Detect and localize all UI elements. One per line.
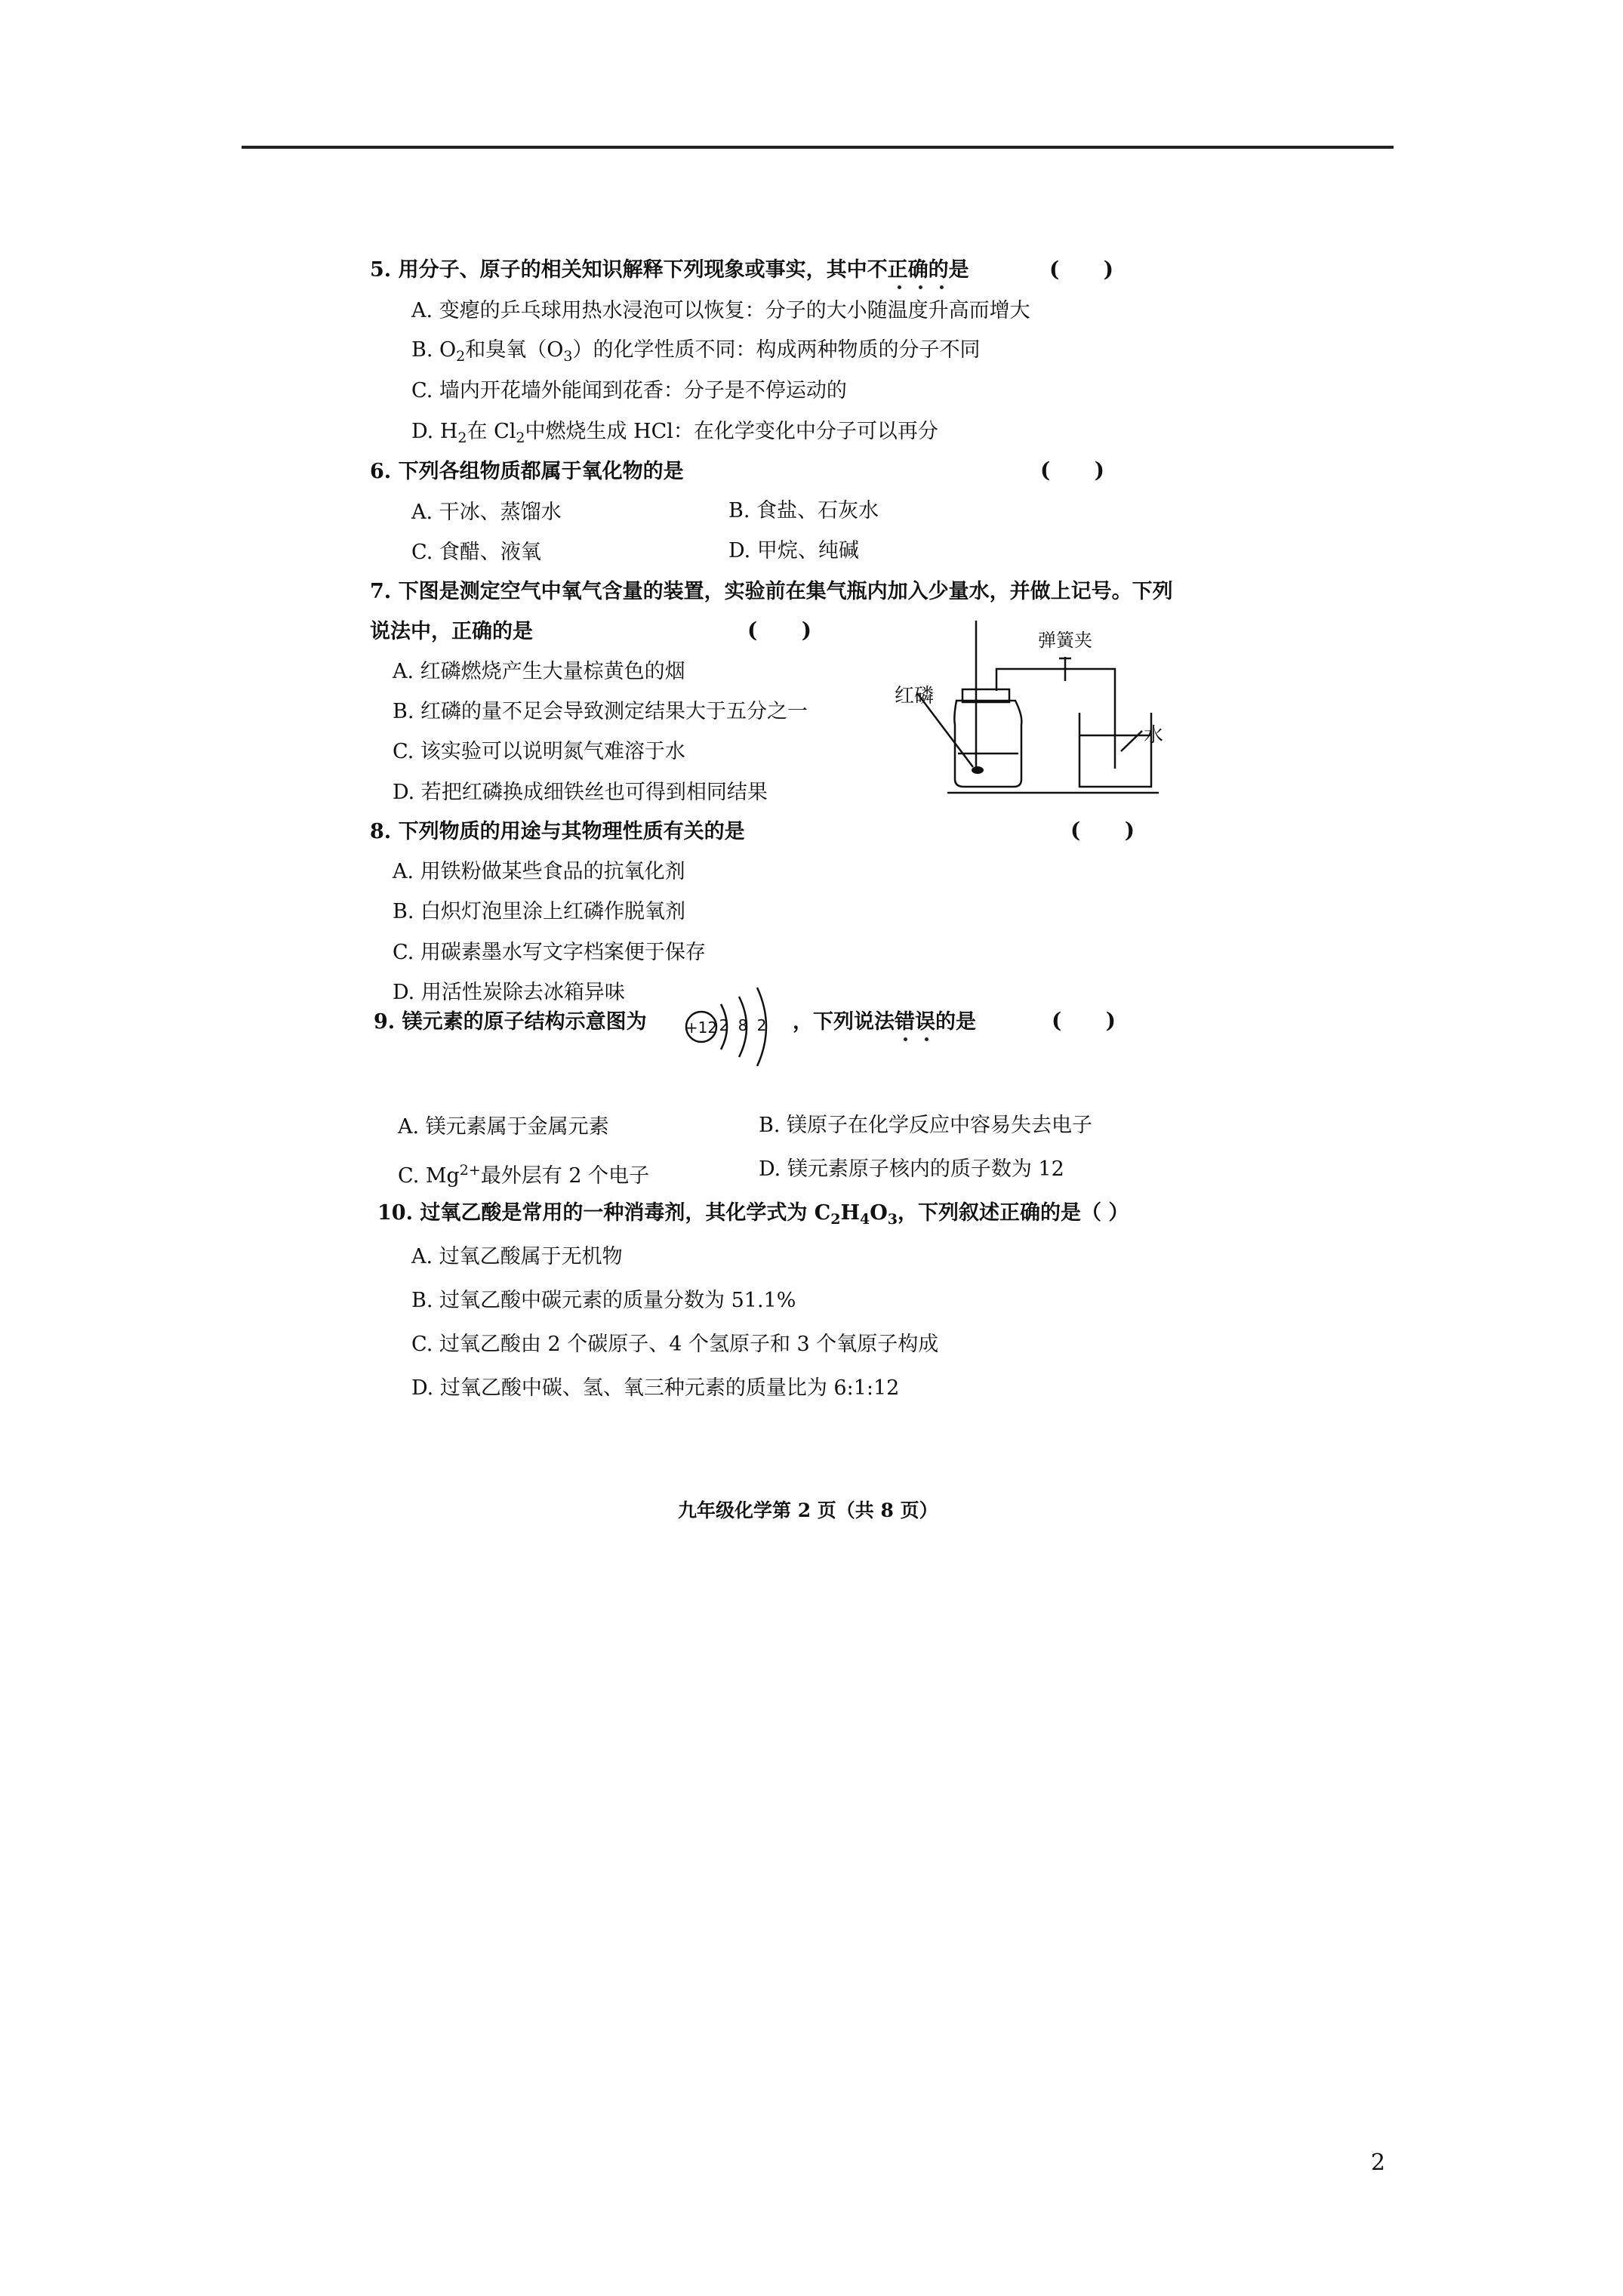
q9-stem-a: 9. 镁元素的原子结构示意图为 [374, 1010, 647, 1034]
red-phosphorus-label: 红磷 [895, 685, 935, 707]
emphasis-dot [919, 285, 922, 289]
q6-option-b: B. 食盐、石灰水 [728, 499, 879, 522]
page-number: 2 [1371, 2150, 1386, 2176]
clip-label: 弹簧夹 [1038, 630, 1092, 651]
q9-option-d: D. 镁元素原子核内的质子数为 12 [759, 1157, 1064, 1181]
emphasis-dot [898, 285, 901, 289]
shell-2-electrons: 8 [738, 1016, 748, 1034]
q9-option-a: A. 镁元素属于金属元素 [398, 1115, 609, 1139]
emphasis-dot [940, 285, 944, 289]
combustion-spoon [972, 766, 984, 774]
shell-3-electrons: 2 [756, 1016, 767, 1034]
water-pointer [1121, 731, 1142, 751]
q5-stem: 5. 用分子、原子的相关知识解释下列现象或事实，其中不正确的是 [370, 258, 969, 282]
q6-option-d: D. 甲烷、纯碱 [728, 539, 859, 562]
gas-bottle [954, 701, 1021, 787]
q7-option-b: B. 红磷的量不足会导致测定结果大于五分之一 [393, 700, 808, 723]
nucleus-charge: +12 [685, 1019, 718, 1037]
oxygen-measurement-apparatus [895, 619, 1174, 800]
q10-option-d: D. 过氧乙酸中碳、氢、氧三种元素的质量比为 6:1:12 [411, 1376, 900, 1400]
q8-option-d: D. 用活性炭除去冰箱异味 [393, 981, 625, 1004]
q8-answer-bracket: ( ) [1070, 818, 1135, 843]
water-label: 水 [1144, 724, 1164, 747]
q8-option-c: C. 用碳素墨水写文字档案便于保存 [393, 941, 706, 964]
q6-answer-bracket: ( ) [1040, 458, 1104, 482]
q8-option-b: B. 白炽灯泡里涂上红磷作脱氧剂 [393, 900, 686, 923]
q10-option-c: C. 过氧乙酸由 2 个碳原子、4 个氢原子和 3 个氧原子构成 [411, 1333, 939, 1356]
page-footer: 九年级化学第 2 页（共 8 页） [678, 1499, 938, 1521]
q8-stem: 8. 下列物质的用途与其物理性质有关的是 [370, 820, 745, 843]
q7-stem-line2: 说法中，正确的是 [370, 620, 533, 643]
q5-option-c: C. 墙内开花墙外能闻到花香：分子是不停运动的 [411, 379, 847, 402]
q8-option-a: A. 用铁粉做某些食品的抗氧化剂 [393, 860, 685, 883]
q10-option-a: A. 过氧乙酸属于无机物 [411, 1245, 623, 1268]
shell-1-electrons: 2 [719, 1016, 729, 1034]
q7-option-c: C. 该实验可以说明氮气难溶于水 [393, 740, 685, 763]
header-rule [242, 146, 1394, 149]
q9-option-b: B. 镁原子在化学反应中容易失去电子 [759, 1114, 1093, 1137]
q9-stem-b: ，下列说法错误的是 [793, 1010, 976, 1034]
q6-stem: 6. 下列各组物质都属于氧化物的是 [370, 460, 684, 483]
q10-stem: 10. 过氧乙酸是常用的一种消毒剂，其化学式为 $C_2H_4O_3$，下列叙述正确的是（ ） [377, 1201, 1129, 1228]
q5-answer-bracket: ( ) [1049, 257, 1113, 282]
emphasis-dot [904, 1037, 907, 1041]
phosphorus-pointer [917, 693, 973, 767]
q5-option-b: B. $O_2$和臭氧$(O_3)$的化学性质不同：构成两种物质的分子不同 [411, 338, 981, 365]
emphasis-dot [925, 1037, 929, 1041]
q10-option-b: B. 过氧乙酸中碳元素的质量分数为 51.1% [411, 1289, 796, 1312]
q7-option-a: A. 红磷燃烧产生大量棕黄色的烟 [393, 660, 685, 683]
q7-answer-bracket: ( ) [747, 618, 812, 643]
magnesium-atom-diagram [682, 982, 787, 1072]
q7-option-d: D. 若把红磷换成细铁丝也可得到相同结果 [393, 781, 768, 804]
q5-option-a: A. 变瘪的乒乓球用热水浸泡可以恢复：分子的大小随温度升高而增大 [411, 299, 1030, 322]
q9-option-c: C. $Mg^{2+}$最外层有 2 个电子 [398, 1162, 650, 1188]
q5-option-d: D. $H_2$在 $Cl_2$中燃烧生成 HCl：在化学变化中分子可以再分 [411, 420, 938, 446]
q7-stem-line1: 7. 下图是测定空气中氧气含量的装置，实验前在集气瓶内加入少量水，并做上记号。下列 [370, 580, 1173, 603]
q6-option-a: A. 干冰、蒸馏水 [411, 501, 562, 524]
q9-answer-bracket: ( ) [1052, 1008, 1116, 1033]
q6-option-c: C. 食醋、液氧 [411, 541, 541, 564]
